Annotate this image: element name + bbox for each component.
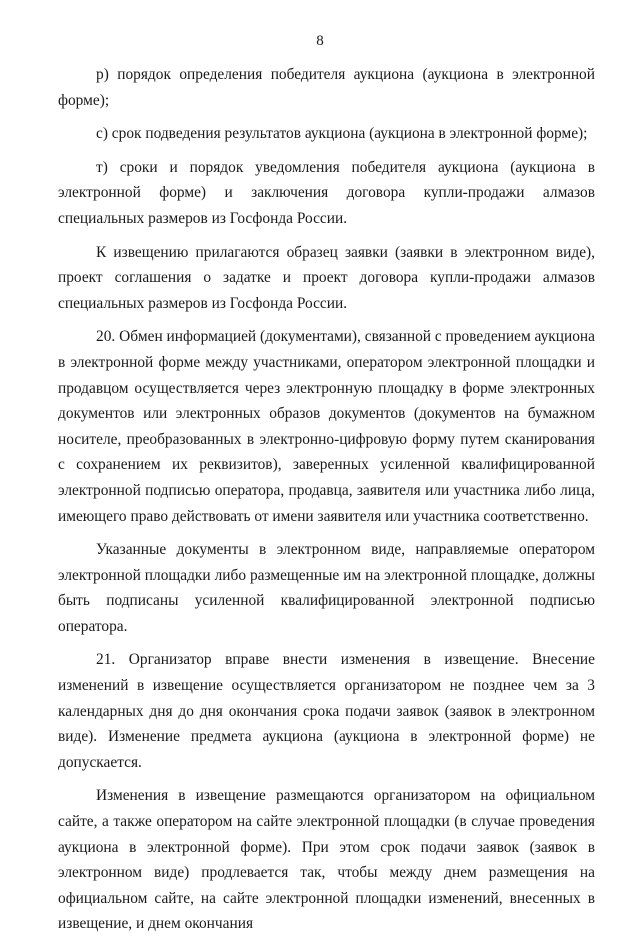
paragraph-attachments: К извещению прилагаются образец заявки (заявки в электронном виде), проект соглашения о задатке и проект договора купли-продажи алмазов специальных размеров из Госфонда России. — [58, 243, 595, 312]
paragraph-documents: Указанные документы в электронном виде, направляемые оператором электронной площадки либо размещенные им на электронной площадке, должны быть подписаны усиленной квалифицированной электронной подписью оператора. — [58, 541, 595, 635]
paragraph-21: 21. Организатор вправе внести изменения в извещение. Внесение изменений в извещение осуществляется организатором не позднее чем за 3 календарных дня до дня окончания срока подачи заявок (заявок в электронном виде). Изменение предмета аукциона (аукциона в электронной форме) не допускается. — [58, 651, 595, 771]
paragraph-changes: Изменения в извещение размещаются организатором на официальном сайте, а также оператором на сайте электронной площадки (в случае проведения аукциона в электронной форме). При этом срок подачи заявок (заявок в электронном виде) продлевается так, чтобы между днем размещения на официальном сайте, на сайте электронной площадки изменений, внесенных в извещение, и днем окончания — [58, 787, 595, 933]
document-body — [58, 62, 595, 937]
page-number: 8 — [316, 33, 324, 49]
paragraph-20: 20. Обмен информацией (документами), связанной с проведением аукциона в электронной форме между участниками, оператором электронной площадки и продавцом осуществляется через электронную площадку в форме электронных документов или электронных образов документов (документов на бумажном носителе, преобразованных в электронно-цифровую форму путем сканирования с сохранением их реквизитов), заверенных усиленной квалифицированной электронной подписью оператора, продавца, заявителя или участника либо лица, имеющего право действовать от имени заявителя или участника соответственно. — [58, 328, 595, 525]
paragraph-r: р) порядок определения победителя аукциона (аукциона в электронной форме); — [58, 66, 595, 109]
paragraph-s: с) срок подведения результатов аукциона (аукциона в электронной форме); — [96, 125, 588, 143]
paragraph-t: т) сроки и порядок уведомления победителя аукциона (аукциона в электронной форме) и заключения договора купли-продажи алмазов специальных размеров из Госфонда России. — [58, 158, 595, 227]
